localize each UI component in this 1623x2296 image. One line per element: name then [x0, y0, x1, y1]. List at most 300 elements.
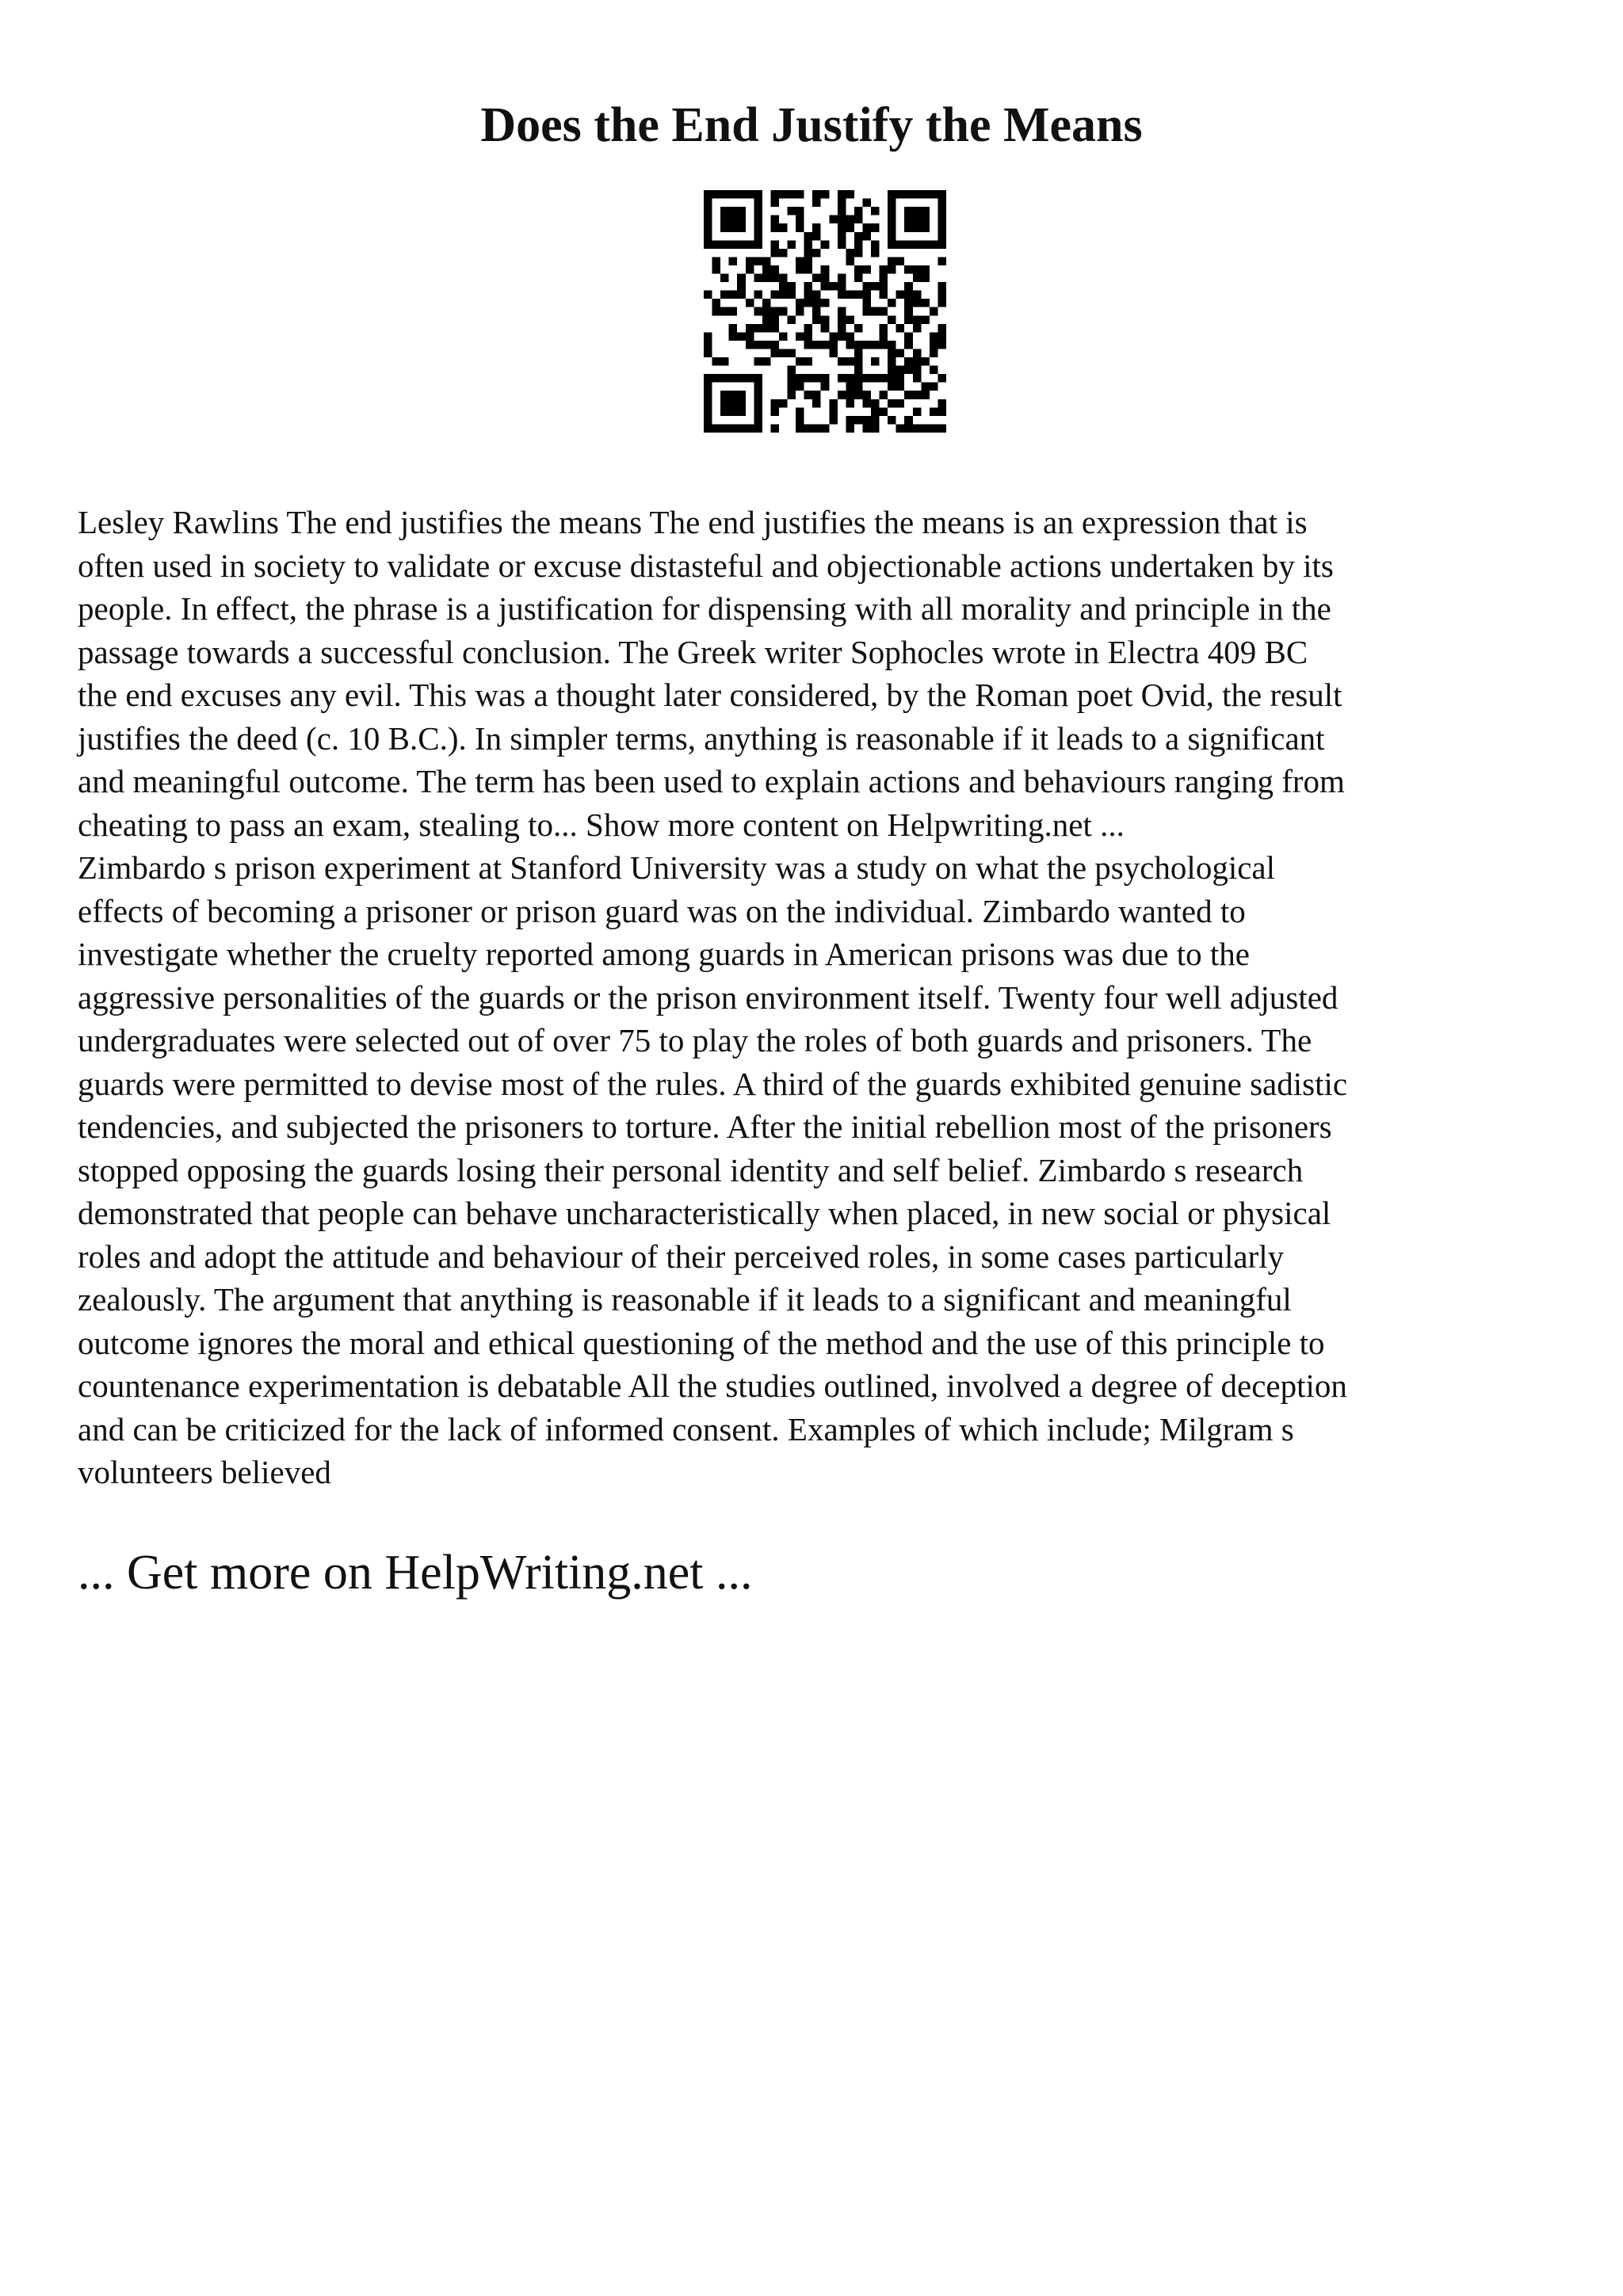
- qr-module: [846, 391, 854, 399]
- qr-module: [762, 265, 771, 274]
- qr-module: [921, 223, 930, 232]
- qr-module: [804, 240, 813, 249]
- qr-module: [854, 207, 863, 215]
- qr-code-icon[interactable]: [704, 190, 946, 433]
- qr-module: [913, 391, 922, 399]
- qr-module: [854, 324, 863, 333]
- qr-module: [913, 190, 922, 199]
- qr-module: [888, 257, 896, 265]
- qr-module: [779, 274, 788, 283]
- qr-module: [812, 232, 821, 241]
- qr-module: [812, 307, 821, 316]
- qr-module: [880, 332, 888, 341]
- qr-module: [921, 215, 930, 224]
- qr-module: [913, 274, 922, 283]
- qr-module: [938, 291, 946, 299]
- qr-module: [737, 207, 746, 215]
- qr-module: [838, 315, 846, 324]
- qr-module: [888, 357, 896, 366]
- qr-module: [913, 291, 922, 299]
- qr-module: [862, 416, 871, 425]
- qr-module: [888, 366, 896, 375]
- qr-module: [737, 215, 746, 224]
- qr-module: [846, 341, 854, 349]
- qr-module: [871, 357, 880, 366]
- qr-module: [754, 190, 762, 199]
- qr-module: [796, 424, 804, 433]
- qr-module: [754, 383, 762, 391]
- qr-module: [838, 374, 846, 383]
- qr-module: [754, 199, 762, 208]
- qr-module: [854, 274, 863, 283]
- qr-module: [729, 190, 738, 199]
- qr-module: [720, 307, 729, 316]
- qr-module: [729, 391, 738, 399]
- qr-module: [854, 357, 863, 366]
- qr-module: [838, 207, 846, 215]
- body-line: justifies the deed (c. 10 B.C.). In simpler terms, anything is reasonable if it leads to a significant: [78, 719, 1325, 757]
- qr-module: [704, 391, 712, 399]
- qr-module: [804, 332, 813, 341]
- qr-module: [729, 240, 738, 249]
- qr-module: [871, 424, 880, 433]
- qr-module: [896, 324, 905, 333]
- qr-module: [796, 190, 804, 199]
- qr-module: [704, 407, 712, 416]
- qr-module: [788, 349, 796, 357]
- qr-module: [838, 232, 846, 241]
- qr-module: [921, 240, 930, 249]
- qr-module: [812, 190, 821, 199]
- qr-module: [779, 190, 788, 199]
- qr-module: [880, 282, 888, 291]
- qr-module: [938, 399, 946, 408]
- qr-module: [862, 374, 871, 383]
- qr-module: [754, 291, 762, 299]
- qr-module: [712, 374, 721, 383]
- qr-module: [854, 265, 863, 274]
- qr-module: [812, 249, 821, 257]
- qr-module: [796, 207, 804, 215]
- qr-module: [796, 307, 804, 316]
- qr-module: [720, 357, 729, 366]
- qr-module: [770, 349, 779, 357]
- qr-module: [770, 424, 779, 433]
- qr-module: [904, 299, 913, 307]
- qr-module: [704, 199, 712, 208]
- body-line: volunteers believed: [78, 1454, 331, 1490]
- qr-module: [862, 232, 871, 241]
- qr-module: [729, 424, 738, 433]
- qr-module: [762, 299, 771, 307]
- qr-module: [896, 291, 905, 299]
- body-line: demonstrated that people can behave uncharacteristically when placed, in new social or physical: [78, 1195, 1331, 1231]
- qr-module: [737, 223, 746, 232]
- qr-module: [838, 199, 846, 208]
- qr-module: [938, 282, 946, 291]
- qr-module: [737, 190, 746, 199]
- qr-module: [804, 265, 813, 274]
- qr-module: [779, 291, 788, 299]
- qr-module: [838, 274, 846, 283]
- qr-module: [720, 190, 729, 199]
- qr-module: [888, 374, 896, 383]
- qr-module: [880, 274, 888, 283]
- qr-module: [862, 291, 871, 299]
- qr-module: [812, 299, 821, 307]
- qr-module: [737, 274, 746, 283]
- qr-module: [754, 357, 762, 366]
- qr-module: [737, 399, 746, 408]
- qr-module: [712, 357, 721, 366]
- qr-module: [737, 424, 746, 433]
- qr-module: [854, 215, 863, 224]
- qr-module: [938, 374, 946, 383]
- qr-module: [838, 332, 846, 341]
- body-line: tendencies, and subjected the prisoners to torture. After the initial rebellion most of the prisoners: [78, 1108, 1332, 1145]
- qr-module: [904, 315, 913, 324]
- qr-module: [796, 332, 804, 341]
- body-line: the end excuses any evil. This was a thought later considered, by the Roman poet Ovid, the result: [78, 677, 1342, 713]
- qr-module: [838, 307, 846, 316]
- qr-module: [938, 257, 946, 265]
- qr-module: [821, 374, 830, 383]
- qr-module: [888, 383, 896, 391]
- qr-module: [896, 349, 905, 357]
- qr-module: [821, 282, 830, 291]
- qr-module: [904, 207, 913, 215]
- qr-module: [846, 215, 854, 224]
- qr-module: [821, 424, 830, 433]
- qr-module: [938, 332, 946, 341]
- qr-module: [804, 324, 813, 333]
- qr-module: [729, 332, 738, 341]
- qr-module: [846, 291, 854, 299]
- qr-module: [913, 324, 922, 333]
- qr-module: [754, 424, 762, 433]
- qr-module: [888, 416, 896, 425]
- qr-module: [788, 315, 796, 324]
- qr-module: [846, 249, 854, 257]
- qr-module: [896, 190, 905, 199]
- qr-module: [846, 190, 854, 199]
- qr-module: [888, 265, 896, 274]
- qr-module: [762, 307, 771, 316]
- qr-module: [938, 215, 946, 224]
- qr-module: [829, 282, 838, 291]
- qr-module: [846, 357, 854, 366]
- qr-module: [720, 407, 729, 416]
- qr-module: [762, 324, 771, 333]
- qr-module: [862, 299, 871, 307]
- qr-module: [896, 257, 905, 265]
- qr-module: [788, 383, 796, 391]
- qr-module: [846, 257, 854, 265]
- qr-module: [779, 399, 788, 408]
- qr-module: [930, 383, 938, 391]
- qr-module: [846, 383, 854, 391]
- qr-module: [938, 190, 946, 199]
- qr-module: [921, 383, 930, 391]
- qr-module: [913, 240, 922, 249]
- qr-module: [796, 357, 804, 366]
- qr-module: [729, 291, 738, 299]
- body-line: cheating to pass an exam, stealing to... Show more content on Helpwriting.net ...: [78, 806, 1125, 843]
- qr-module: [913, 424, 922, 433]
- qr-module: [770, 291, 779, 299]
- qr-module: [754, 416, 762, 425]
- body-line: aggressive personalities of the guards or the prison environment itself. Twenty four well adjusted: [78, 978, 1338, 1016]
- qr-module: [854, 366, 863, 375]
- qr-module: [720, 374, 729, 383]
- qr-module: [854, 341, 863, 349]
- qr-module: [779, 282, 788, 291]
- qr-module: [704, 190, 712, 199]
- qr-module: [704, 416, 712, 425]
- qr-module: [904, 190, 913, 199]
- qr-module: [812, 199, 821, 208]
- get-more-link[interactable]: ... Get more on HelpWriting.net ...: [78, 1546, 753, 1600]
- document-body: [78, 501, 1544, 1494]
- qr-module: [938, 240, 946, 249]
- qr-module: [938, 232, 946, 241]
- qr-module: [796, 416, 804, 425]
- qr-module: [754, 215, 762, 224]
- qr-module: [896, 424, 905, 433]
- qr-module: [754, 407, 762, 416]
- qr-module: [812, 399, 821, 408]
- qr-module: [838, 215, 846, 224]
- qr-module: [921, 391, 930, 399]
- qr-module: [829, 416, 838, 425]
- body-line: often used in society to validate or excuse distasteful and objectionable actions undertaken by its: [78, 547, 1334, 584]
- qr-module: [938, 207, 946, 215]
- qr-module: [796, 407, 804, 416]
- qr-module: [754, 240, 762, 249]
- qr-module: [871, 416, 880, 425]
- qr-module: [871, 307, 880, 316]
- qr-module: [896, 240, 905, 249]
- qr-module: [737, 332, 746, 341]
- qr-module: [720, 399, 729, 408]
- qr-module: [746, 332, 754, 341]
- qr-module: [854, 416, 863, 425]
- qr-module: [930, 424, 938, 433]
- qr-module: [770, 223, 779, 232]
- qr-module: [846, 374, 854, 383]
- qr-module: [804, 357, 813, 366]
- qr-module: [770, 240, 779, 249]
- qr-module: [930, 341, 938, 349]
- qr-module: [754, 399, 762, 408]
- qr-module: [846, 399, 854, 408]
- qr-module: [712, 307, 721, 316]
- qr-module: [904, 215, 913, 224]
- qr-module: [921, 299, 930, 307]
- qr-module: [821, 324, 830, 333]
- body-line: Zimbardo s prison experiment at Stanford University was a study on what the psychological: [78, 849, 1275, 886]
- qr-module: [904, 240, 913, 249]
- qr-module: [930, 407, 938, 416]
- body-line: and meaningful outcome. The term has been used to explain actions and behaviours ranging from: [78, 763, 1345, 799]
- qr-module: [846, 223, 854, 232]
- qr-module: [746, 299, 754, 307]
- qr-module: [746, 257, 754, 265]
- qr-module: [854, 249, 863, 257]
- qr-module: [746, 424, 754, 433]
- qr-module: [770, 249, 779, 257]
- body-line: effects of becoming a prisoner or prison guard was on the individual. Zimbardo wanted to: [78, 892, 1246, 929]
- qr-module: [779, 332, 788, 341]
- qr-module: [930, 307, 938, 316]
- qr-module: [896, 366, 905, 375]
- qr-module: [788, 291, 796, 299]
- qr-module: [913, 265, 922, 274]
- qr-module: [804, 341, 813, 349]
- qr-module: [829, 341, 838, 349]
- qr-module: [712, 240, 721, 249]
- body-line: and can be criticized for the lack of informed consent. Examples of which include; Milgram s: [78, 1410, 1294, 1447]
- qr-module: [704, 207, 712, 215]
- qr-module: [704, 332, 712, 341]
- qr-module: [737, 291, 746, 299]
- qr-module: [938, 341, 946, 349]
- qr-module: [804, 257, 813, 265]
- qr-module: [704, 240, 712, 249]
- qr-module: [913, 315, 922, 324]
- qr-module: [821, 383, 830, 391]
- qr-module: [938, 299, 946, 307]
- body-line: undergraduates were selected out of over 75 to play the roles of both guards and prisoners. The: [78, 1022, 1312, 1058]
- qr-module: [770, 265, 779, 274]
- qr-module: [838, 282, 846, 291]
- qr-module: [888, 341, 896, 349]
- qr-module: [804, 424, 813, 433]
- qr-module: [746, 265, 754, 274]
- qr-module: [746, 324, 754, 333]
- qr-module: [921, 424, 930, 433]
- qr-module: [888, 240, 896, 249]
- qr-module: [812, 374, 821, 383]
- qr-module: [871, 223, 880, 232]
- qr-module: [812, 315, 821, 324]
- qr-module: [729, 407, 738, 416]
- qr-module: [904, 265, 913, 274]
- qr-module: [862, 199, 871, 208]
- qr-module: [746, 374, 754, 383]
- qr-module: [862, 399, 871, 408]
- qr-module: [746, 240, 754, 249]
- qr-module: [804, 249, 813, 257]
- qr-module: [871, 282, 880, 291]
- qr-module: [796, 223, 804, 232]
- qr-module: [788, 207, 796, 215]
- qr-module: [762, 315, 771, 324]
- qr-module: [704, 374, 712, 383]
- qr-module: [737, 391, 746, 399]
- qr-module: [921, 315, 930, 324]
- qr-module: [921, 265, 930, 274]
- qr-module: [704, 291, 712, 299]
- qr-module: [812, 341, 821, 349]
- qr-module: [896, 383, 905, 391]
- qr-module: [871, 399, 880, 408]
- qr-module: [712, 257, 721, 265]
- qr-module: [904, 282, 913, 291]
- qr-module: [704, 223, 712, 232]
- qr-module: [888, 232, 896, 241]
- qr-module: [913, 407, 922, 416]
- body-line: zealously. The argument that anything is reasonable if it leads to a significant and meaningful: [78, 1281, 1292, 1318]
- qr-module: [913, 215, 922, 224]
- qr-module: [846, 332, 854, 341]
- qr-module: [704, 349, 712, 357]
- qr-module: [770, 315, 779, 324]
- qr-module: [871, 374, 880, 383]
- qr-module: [896, 399, 905, 408]
- qr-module: [880, 291, 888, 299]
- qr-module: [838, 391, 846, 399]
- qr-module: [729, 223, 738, 232]
- qr-module: [938, 407, 946, 416]
- qr-module: [720, 240, 729, 249]
- qr-module: [862, 424, 871, 433]
- qr-module: [720, 391, 729, 399]
- qr-module: [729, 374, 738, 383]
- qr-module: [796, 265, 804, 274]
- qr-module: [821, 274, 830, 283]
- qr-module: [720, 207, 729, 215]
- body-line: outcome ignores the moral and ethical questioning of the method and the use of this principle to: [78, 1324, 1325, 1361]
- body-line: Lesley Rawlins The end justifies the means The end justifies the means is an expression that is: [78, 504, 1308, 540]
- qr-module: [880, 374, 888, 383]
- qr-module: [871, 407, 880, 416]
- qr-module: [704, 232, 712, 241]
- body-line: passage towards a successful conclusion. The Greek writer Sophocles wrote in Electra 409 BC: [78, 633, 1308, 670]
- qr-module: [888, 223, 896, 232]
- qr-module: [770, 274, 779, 283]
- qr-module: [746, 190, 754, 199]
- qr-module: [712, 190, 721, 199]
- qr-module: [754, 391, 762, 399]
- qr-module: [804, 299, 813, 307]
- qr-module: [846, 424, 854, 433]
- qr-module: [704, 341, 712, 349]
- qr-module: [904, 332, 913, 341]
- qr-module: [921, 190, 930, 199]
- qr-module: [804, 282, 813, 291]
- qr-module: [812, 291, 821, 299]
- qr-module: [888, 215, 896, 224]
- qr-module: [880, 265, 888, 274]
- qr-module: [812, 274, 821, 283]
- qr-module: [804, 374, 813, 383]
- qr-module: [904, 424, 913, 433]
- qr-module: [704, 215, 712, 224]
- qr-module: [904, 307, 913, 316]
- qr-module: [862, 265, 871, 274]
- qr-module: [712, 424, 721, 433]
- qr-module: [904, 416, 913, 425]
- qr-module: [729, 257, 738, 265]
- qr-module: [846, 315, 854, 324]
- qr-module: [729, 307, 738, 316]
- qr-module: [838, 223, 846, 232]
- qr-module: [762, 341, 771, 349]
- qr-module: [737, 374, 746, 383]
- qr-module: [862, 341, 871, 349]
- qr-module: [754, 207, 762, 215]
